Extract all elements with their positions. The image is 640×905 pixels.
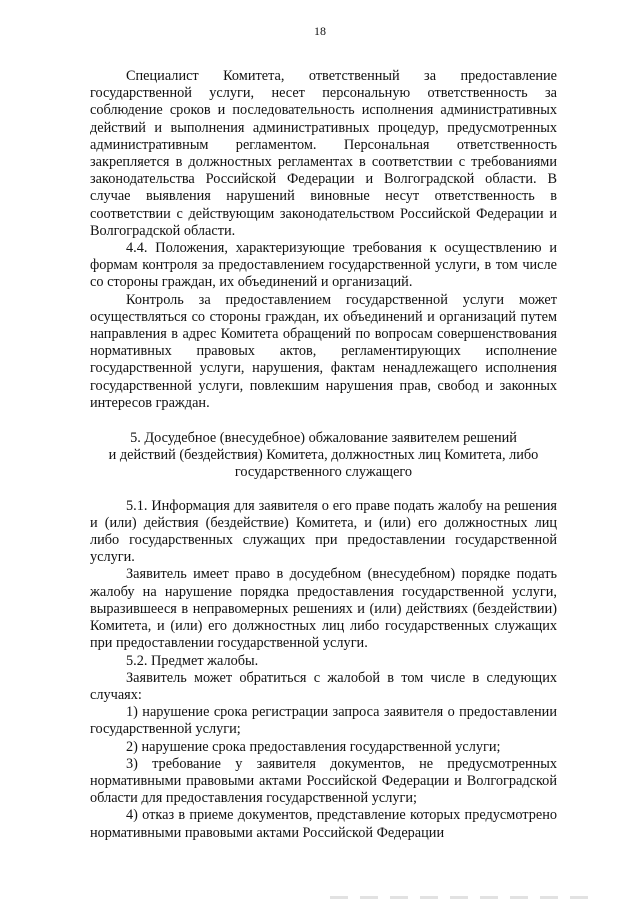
list-item-2: 2) нарушение срока предоставления государственной услуги; <box>126 738 501 755</box>
section-5-heading <box>90 430 557 482</box>
document-body <box>90 68 557 842</box>
page-number: 18 <box>314 24 326 38</box>
scan-artifact <box>330 896 600 899</box>
section-heading-line-2: и действий (бездействия) Комитета, должностных лиц Комитета, либо <box>108 447 539 464</box>
paragraph-control-by-citizens: Контроль за предоставлением государственной услуги может осуществляться со стороны граждан, их объединений и организаций путем направления в адрес Комитета обращений по вопросам совершенствования нормативных правовых актов, регламентирующих исполнение государственной услуги, нарушения, фактам ненадлежащего исполнения государственной услуги, повлекшим нарушения прав, свобод и законных интересов граждан. <box>90 291 557 411</box>
paragraph-right-to-complain: Заявитель имеет право в досудебном (внесудебном) порядке подать жалобу на нарушение порядка предоставления государственной услуги, выразившееся в неправомерных решениях и (или) действиях (бездействии) Комитета, и (или) его должностных лиц либо государственных служащих при предоставлении государственной услуги. <box>90 566 557 652</box>
section-heading-line-3: государственного служащего <box>234 464 413 481</box>
section-heading-line-1: 5. Досудебное (внесудебное) обжалование заявителем решений <box>130 430 517 447</box>
list-item-1: 1) нарушение срока регистрации запроса заявителя о предоставлении государственной услуги; <box>90 704 557 738</box>
paragraph-specialist-responsibility: Специалист Комитета, ответственный за предоставление государственной услуги, несет персональную ответственность за соблюдение сроков и последовательность исполнения административных действий и выполнения административных процедур, предусмотренных административным регламентом. Персональная ответственность закрепляется в должностных регламентах в соответствии с требованиями законодательства Российской Федерации и Волгоградской области. В случае выявления нарушений виновные несут ответственность в соответствии с действующим законодательством Российской Федерации и Волгоградской области. <box>90 68 557 239</box>
paragraph-5-2: 5.2. Предмет жалобы. <box>126 652 259 669</box>
list-item-3: 3) требование у заявителя документов, не предусмотренных нормативными правовыми актами Российской Федерации и Волгоградской области для предоставления государственной услуги; <box>90 755 557 807</box>
paragraph-cases-intro: Заявитель может обратиться с жалобой в том числе в следующих случаях: <box>90 669 557 703</box>
paragraph-5-1: 5.1. Информация для заявителя о его праве подать жалобу на решения и (или) действия (бездействие) Комитета, и (или) его должностных лиц либо государственных служащих при предоставлении государственной услуги. <box>90 497 557 566</box>
paragraph-4-4: 4.4. Положения, характеризующие требования к осуществлению и формам контроля за предоставлением государственной услуги, в том числе со стороны граждан, их объединений и организаций. <box>90 240 557 291</box>
list-item-4: 4) отказ в приеме документов, представление которых предусмотрено нормативными правовыми актами Российской Федерации <box>90 807 557 841</box>
